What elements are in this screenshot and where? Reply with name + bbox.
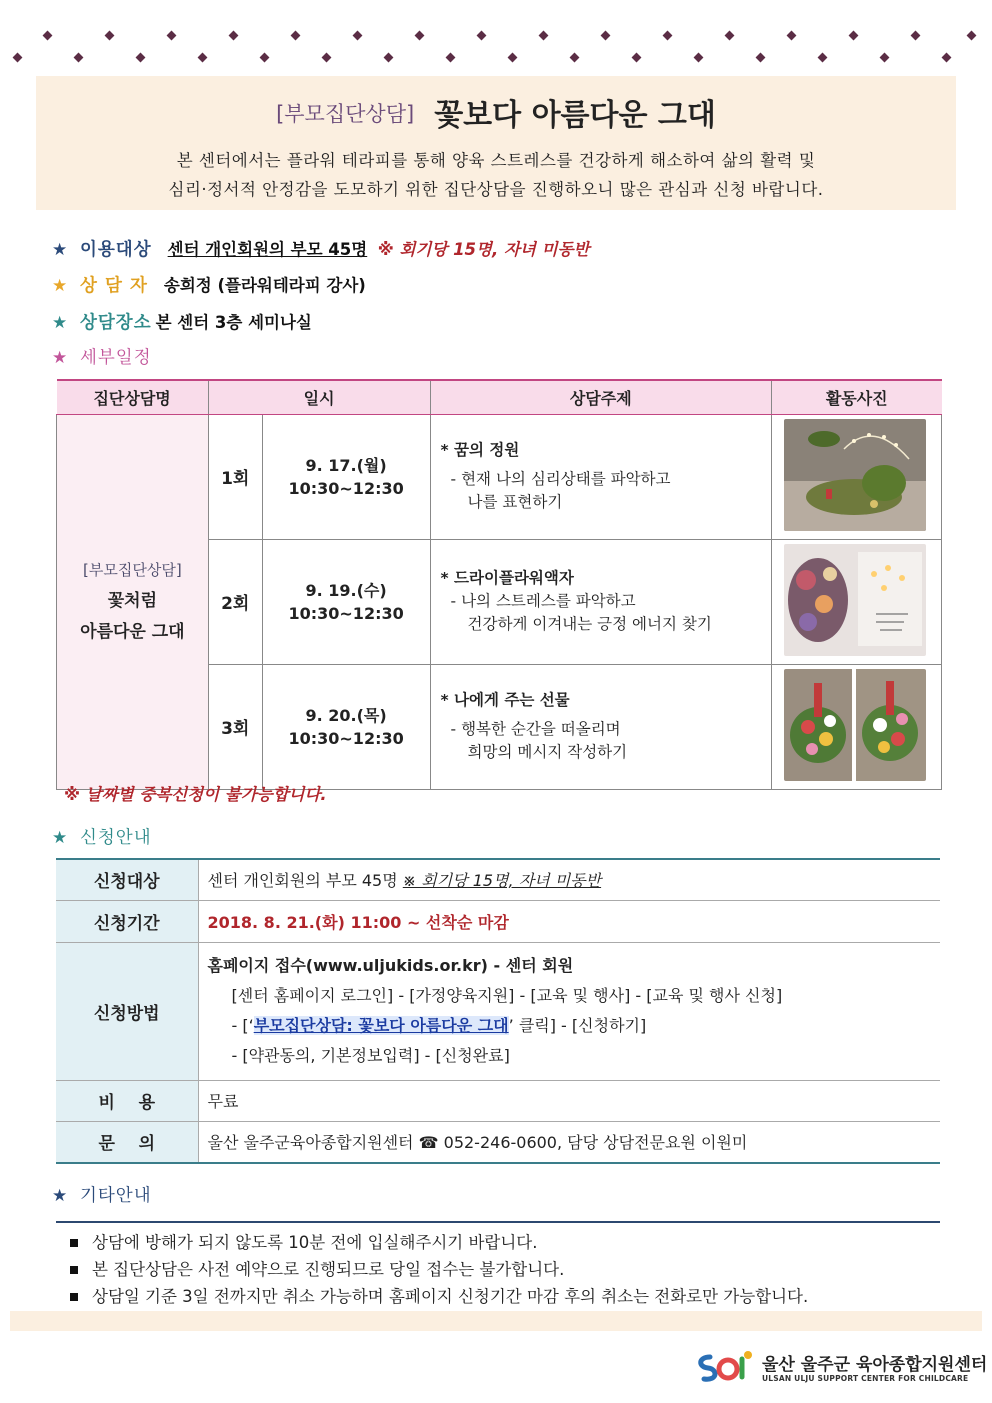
method-step-2-post: ’ 클릭] - [신청하기] <box>508 1016 647 1035</box>
bullet-icon <box>70 1293 78 1301</box>
apply-contact-key: 문 의 <box>56 1121 198 1163</box>
session-date: 9. 19.(수) <box>305 580 387 600</box>
session-datetime <box>262 664 430 789</box>
session-date: 9. 17.(월) <box>305 455 387 475</box>
apply-target-note: ※ 회기당 15명, 자녀 미동반 <box>402 871 602 891</box>
info-counselor <box>52 273 366 299</box>
etc-item-text: 상담일 기준 3일 전까지만 취소 가능하며 홈페이지 신청기간 마감 후의 취소는 전화로만 가능합니다. <box>92 1287 809 1306</box>
etc-section-label: 기타안내 <box>80 1186 152 1206</box>
info-schedule <box>52 345 168 371</box>
session-date: 9. 20.(목) <box>305 705 387 725</box>
method-heading: 홈페이지 접수(www.uljukids.or.kr) - 센터 회원 <box>207 956 574 975</box>
star-icon: ★ <box>52 276 68 296</box>
topic-title: * 나에게 주는 선물 <box>440 691 570 709</box>
org-name: 울산 울주군 육아종합지원센터 <box>762 1355 988 1375</box>
session-round: 3회 <box>208 664 262 789</box>
session-topic <box>430 664 771 789</box>
target-value: 센터 개인회원의 부모 45명 <box>167 240 368 259</box>
session-topic <box>430 414 771 539</box>
topic-title: * 드라이플라워액자 <box>440 569 574 587</box>
target-label: 이용대상 <box>80 240 152 260</box>
activity-photo-cell <box>771 414 941 539</box>
method-step-2 <box>208 1011 941 1041</box>
apply-method-value <box>198 942 940 1080</box>
apply-cost-key: 비 용 <box>56 1080 198 1121</box>
apply-contact-value <box>198 1121 940 1163</box>
etc-item-text: 본 집단상담은 사전 예약으로 진행되므로 당일 접수는 불가합니다. <box>92 1260 565 1279</box>
apply-method-key: 신청방법 <box>56 942 198 1080</box>
decorative-dot-border <box>0 22 992 66</box>
contact-org: 울산 울주군육아종합지원센터 <box>207 1133 414 1153</box>
topic-desc-2: 희망의 메시지 작성하기 <box>467 743 628 761</box>
table-row <box>56 942 940 1080</box>
duplicate-warning: ※ 날짜별 중복신청이 불가능합니다. <box>64 785 327 804</box>
activity-photo-1 <box>784 419 926 531</box>
title-bracket: [부모집단상담] <box>276 102 415 126</box>
star-icon: ★ <box>52 1186 68 1206</box>
title-main: 꽃보다 아름다운 그대 <box>434 98 716 133</box>
schedule-table <box>56 379 942 790</box>
apply-target-text: 센터 개인회원의 부모 45명 <box>207 871 398 891</box>
counselor-label: 상 담 자 <box>80 276 148 296</box>
table-row <box>56 1080 940 1121</box>
star-icon: ★ <box>52 313 68 333</box>
topic-desc-2: 나를 표현하기 <box>467 493 563 511</box>
group-name-line-3: 아름다운 그대 <box>80 622 185 642</box>
program-link[interactable]: 부모집단상담: 꽃보다 아름다운 그대 <box>253 1016 509 1035</box>
apply-section-heading <box>52 825 168 851</box>
table-row <box>56 900 940 942</box>
phone-icon: ☎ <box>418 1133 439 1153</box>
footer-bar <box>10 1311 982 1331</box>
info-target <box>52 237 589 263</box>
topic-desc-2: 건강하게 이겨내는 긍정 에너지 찾기 <box>467 615 712 633</box>
apply-period-value: 2018. 8. 21.(화) 11:00 ~ 선착순 마감 <box>198 900 940 942</box>
table-row <box>56 1121 940 1163</box>
bullet-icon <box>70 1266 78 1274</box>
header-box <box>36 76 956 210</box>
etc-section-heading <box>52 1183 168 1209</box>
etc-item-text: 상담에 방해가 되지 않도록 10분 전에 입실해주시기 바랍니다. <box>92 1233 538 1252</box>
star-icon: ★ <box>52 348 68 368</box>
activity-photo-2 <box>784 544 926 656</box>
page-title <box>36 90 956 134</box>
place-label: 상담장소 <box>80 313 152 333</box>
topic-title: * 꿈의 정원 <box>440 441 520 459</box>
counselor-value: 송희정 (플라워테라피 강사) <box>163 276 366 295</box>
session-time: 10:30~12:30 <box>288 603 404 623</box>
header-topic: 상담주제 <box>430 380 771 414</box>
method-step-3: - [약관동의, 기본정보입력] - [신청완료] <box>231 1046 510 1065</box>
session-datetime <box>262 539 430 664</box>
table-row <box>56 859 940 900</box>
topic-desc-1: - 현재 나의 심리상태를 파악하고 <box>450 470 671 488</box>
group-name-line-1: [부모집단상담] <box>83 561 182 579</box>
activity-photo-cell <box>771 664 941 789</box>
table-row <box>57 414 942 539</box>
apply-table <box>56 858 940 1164</box>
intro-text <box>36 146 956 204</box>
apply-target-value <box>198 859 940 900</box>
session-round: 2회 <box>208 539 262 664</box>
info-place <box>52 310 312 336</box>
session-time: 10:30~12:30 <box>288 728 404 748</box>
list-item <box>68 1229 940 1256</box>
group-name-cell <box>57 414 209 789</box>
method-step-2-pre: - [‘ <box>231 1016 254 1035</box>
header-group-name: 집단상담명 <box>57 380 209 414</box>
topic-desc-1: - 나의 스트레스를 파악하고 <box>450 592 636 610</box>
method-step-1: [센터 홈페이지 로그인] - [가정양육지원] - [교육 및 행사] - [교육 및 행사 신청] <box>231 986 783 1005</box>
target-note: ※ 회기당 15명, 자녀 미동반 <box>377 240 590 259</box>
session-topic <box>430 539 771 664</box>
apply-period-key: 신청기간 <box>56 900 198 942</box>
topic-desc-1: - 행복한 순간을 떠올리며 <box>450 720 621 738</box>
intro-line-1: 본 센터에서는 플라워 테라피를 통해 양육 스트레스를 건강하게 해소하여 삶의 활력 및 <box>176 151 816 170</box>
session-round: 1회 <box>208 414 262 539</box>
intro-line-2: 심리·정서적 안정감을 도모하기 위한 집단상담을 진행하오니 많은 관심과 신청 바랍니다. <box>168 180 824 199</box>
apply-section-label: 신청안내 <box>80 828 152 848</box>
bullet-icon <box>70 1239 78 1247</box>
header-photo: 활동사진 <box>771 380 941 414</box>
org-subtitle: ULSAN ULJU SUPPORT CENTER FOR CHILDCARE <box>762 1374 969 1383</box>
activity-photo-cell <box>771 539 941 664</box>
contact-phone: 052-246-0600, 담당 상담전문요원 이원미 <box>443 1133 748 1153</box>
list-item <box>68 1256 940 1283</box>
apply-cost-value: 무료 <box>198 1080 940 1121</box>
group-name-line-2: 꽃처럼 <box>107 591 157 611</box>
list-item <box>68 1283 940 1310</box>
place-value: 본 센터 3층 세미나실 <box>155 313 312 332</box>
apply-target-key: 신청대상 <box>56 859 198 900</box>
etc-list <box>56 1221 940 1316</box>
star-icon: ★ <box>52 828 68 848</box>
session-time: 10:30~12:30 <box>288 478 404 498</box>
session-datetime <box>262 414 430 539</box>
activity-photo-3 <box>784 669 926 781</box>
star-icon: ★ <box>52 240 68 260</box>
center-logo-icon <box>696 1349 756 1385</box>
schedule-header-row <box>57 380 942 414</box>
schedule-label: 세부일정 <box>80 348 152 368</box>
header-datetime: 일시 <box>208 380 430 414</box>
